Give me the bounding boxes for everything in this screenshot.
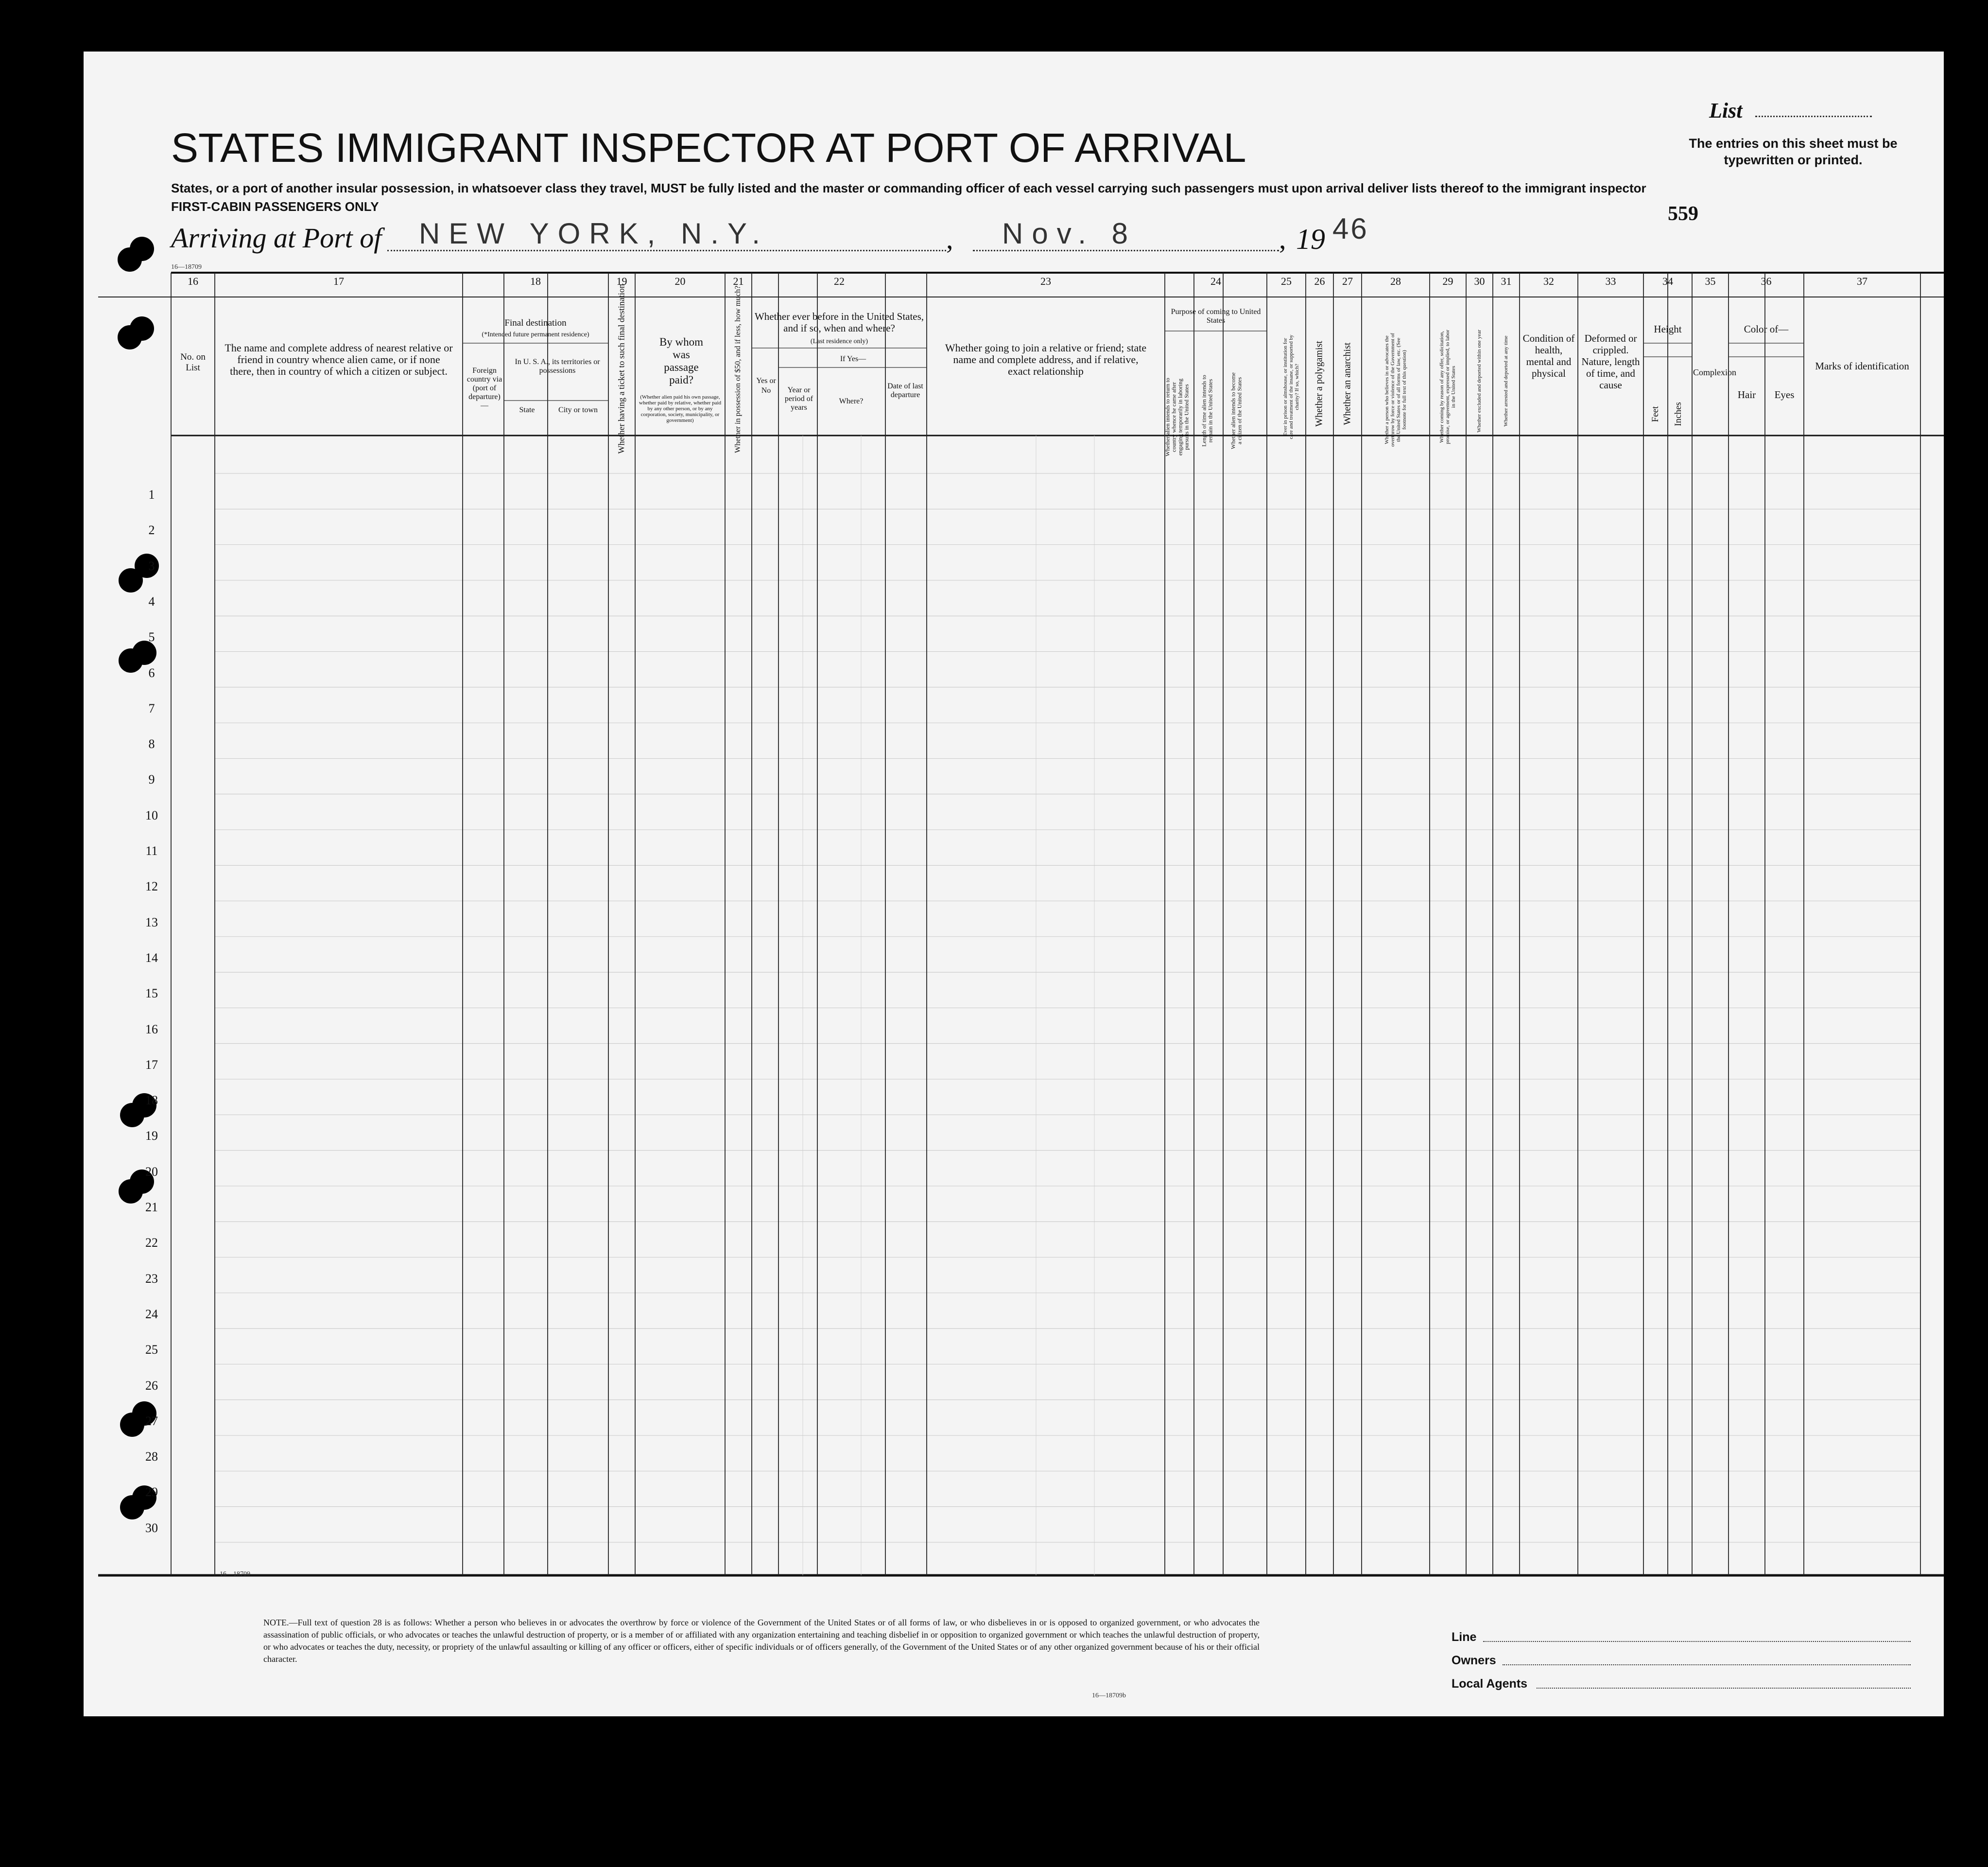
row-number: 26	[145, 1378, 158, 1393]
row-number: 4	[148, 594, 155, 609]
arriving-label: Arriving at Port of	[171, 222, 382, 254]
owners-field	[1503, 1664, 1911, 1665]
sheet-number: 559	[1668, 203, 1698, 225]
header-hair: Hair	[1737, 389, 1756, 401]
line-field	[1483, 1641, 1911, 1642]
header-overthrow: Whether a person who believes in or advocates the overthrow by force or violence of the Government of the United States or of all forms of law, etc. (See footnote for full text of this question)	[1384, 333, 1407, 447]
header-passage-paid-sub: (Whether alien paid his own passage, whether paid by relative, whether paid by any other person, or by any corporation, society, municipality, or government)	[639, 394, 722, 423]
row-number: 17	[145, 1057, 158, 1072]
header-date-last-departure: Date of last departure	[887, 382, 923, 399]
header-if-yes: If Yes—	[840, 355, 866, 363]
header-possession-50: Whether in possession of $50, and if less, how much?	[734, 285, 742, 453]
header-purpose-return: Whether alien intends to return to country whence he came after engaging temporarily in laboring pursuits in the United States	[1164, 378, 1190, 456]
port-handwritten: NEW YORK, N.Y.	[419, 217, 769, 250]
header-year-period: Year or period of years	[784, 386, 813, 412]
row-number: 6	[148, 665, 155, 680]
header-yes-no: Yes or No	[756, 377, 776, 395]
row-number: 11	[145, 844, 158, 858]
line-label: Line	[1452, 1630, 1477, 1644]
header-eyes: Eyes	[1774, 389, 1795, 401]
header-nearest-relative: The name and complete address of nearest relative or friend in country whence alien came, or if none there, then in country of which a citizen or subject.	[225, 342, 453, 377]
row-number: 5	[148, 630, 155, 645]
colnum-34: 34	[1662, 275, 1673, 287]
header-foreign-country: Foreign country via (port of departure)—	[467, 366, 502, 410]
colnum-36: 36	[1761, 275, 1772, 287]
row-number: 16	[145, 1022, 158, 1036]
header-feet: Feet	[1650, 406, 1660, 422]
row-number: 1	[148, 488, 155, 502]
form-number-bottom: 16—18709	[220, 1570, 250, 1578]
list-number-field	[1755, 116, 1872, 117]
row-number: 14	[145, 950, 158, 965]
header-purpose: Purpose of coming to United States	[1171, 308, 1261, 325]
header-excluded: Whether excluded and deported within one year	[1476, 330, 1482, 433]
local-agents-field	[1537, 1688, 1911, 1689]
question-28-note: NOTE.—Full text of question 28 is as follows: Whether a person who believes in or advocates the overthrow by force or violence of the Government of the United States or of all forms of law, or who disbelieves in or is opposed to organized government, or who advocates the assassination of public officials, or who advocates or teaches the unlawful destruction of property, or is a member of or affiliated with any organization entertaining and teaching disbelief in or opposition to organized government or which teaches the unlawful destruction of property, or who advocates or teaches the duty, necessity, or propriety of the unlawful assaulting or killing of any officer or officers, either of specific individuals or of officers generally, of the Government of the United States or of any other organized government because of his or their official character.	[263, 1618, 1260, 1664]
form-instructions	[171, 179, 1677, 216]
form-number: 16—18709	[171, 263, 202, 271]
colnum-26: 26	[1314, 275, 1325, 287]
colnum-16: 16	[188, 275, 198, 287]
header-in-usa: In U. S. A., its territories or possessions	[515, 358, 600, 375]
list-label: List	[1709, 99, 1743, 122]
owners-label: Owners	[1452, 1654, 1496, 1667]
header-where: Where?	[839, 397, 864, 405]
header-color-of: Color of—	[1744, 323, 1789, 335]
comma: ,	[946, 223, 953, 255]
header-inches: Inches	[1673, 402, 1683, 426]
colnum-21: 21	[733, 275, 744, 287]
header-deformed: Deformed or crippled. Nature, length of time, and cause	[1581, 332, 1640, 391]
row-number: 24	[145, 1307, 158, 1321]
date-handwritten: Nov. 8	[1002, 217, 1137, 250]
header-state: State	[519, 406, 535, 414]
colnum-27: 27	[1342, 275, 1353, 287]
header-going-to-join: Whether going to join a relative or friend; state name and complete address, and if relative, exact relationship	[945, 342, 1147, 377]
header-city: City or town	[558, 406, 598, 414]
row-number: 28	[145, 1449, 158, 1464]
colnum-23: 23	[1040, 275, 1051, 287]
colnum-17: 17	[333, 275, 344, 287]
header-marks-identification: Marks of identification	[1815, 360, 1909, 372]
colnum-35: 35	[1705, 275, 1716, 287]
header-final-destination-sub: (*Intended future permanent residence)	[482, 331, 589, 338]
header-no-on-list: No. on List	[180, 352, 206, 373]
row-number: 18	[145, 1093, 158, 1108]
header-complexion: Complexion	[1693, 367, 1736, 377]
row-number: 13	[145, 915, 158, 929]
colnum-31: 31	[1501, 275, 1512, 287]
colnum-33: 33	[1605, 275, 1616, 287]
row-number: 20	[145, 1164, 158, 1179]
row-number: 2	[148, 523, 155, 538]
header-arrested: Whether arrested and deported at any time	[1503, 335, 1509, 427]
header-prison: Ever in prison or almshouse, or institution for care and treatment of the insane, or supported by charity? If so, which?	[1282, 334, 1300, 439]
form-title: STATES IMMIGRANT INSPECTOR AT PORT OF ARRIVAL	[171, 125, 1246, 171]
header-last-residence: (Last residence only)	[810, 338, 868, 345]
row-number: 7	[148, 701, 155, 715]
header-purpose-citizen: Whether alien intends to become a citizen of the United States	[1229, 372, 1243, 449]
header-height: Height	[1654, 323, 1682, 335]
row-number: 8	[148, 737, 155, 751]
note-form-number: 16—18709b	[1092, 1692, 1126, 1699]
instructions-line-2: FIRST-CABIN PASSENGERS ONLY	[171, 199, 379, 214]
row-number: 22	[145, 1236, 158, 1250]
colnum-24: 24	[1210, 275, 1221, 287]
colnum-25: 25	[1281, 275, 1292, 287]
row-number: 10	[145, 808, 158, 822]
colnum-22: 22	[834, 275, 845, 287]
colnum-30: 30	[1474, 275, 1485, 287]
colnum-37: 37	[1857, 275, 1867, 287]
row-number: 19	[145, 1129, 158, 1143]
colnum-18: 18	[530, 275, 541, 287]
row-number: 23	[145, 1271, 158, 1286]
colnum-32: 32	[1543, 275, 1554, 287]
year-printed: 19	[1296, 223, 1325, 255]
header-health: Condition of health, mental and physical	[1522, 332, 1575, 379]
row-number: 9	[148, 772, 155, 787]
header-ticket: Whether having a ticket to such final destination	[616, 284, 626, 454]
comma: ,	[1279, 223, 1286, 255]
header-labor-offer: Whether coming by reason of any offer, solicitation, promise, or agreement, expressed or implied, to labor in the United States	[1439, 330, 1456, 444]
header-polygamist: Whether a polygamist	[1314, 341, 1325, 427]
row-number: 12	[145, 879, 158, 894]
table-grid	[84, 52, 1944, 1716]
header-ever-before: Whether ever before in the United States, and if so, when and where?	[754, 311, 924, 334]
punch-hole	[118, 247, 142, 272]
row-number: 29	[145, 1485, 158, 1500]
colnum-19: 19	[616, 275, 627, 287]
header-final-destination: Final destination	[504, 318, 567, 328]
header-anarchist: Whether an anarchist	[1342, 342, 1353, 425]
local-agents-label: Local Agents	[1452, 1677, 1528, 1691]
colnum-20: 20	[674, 275, 686, 287]
punch-hole	[118, 325, 142, 349]
row-number: 30	[145, 1520, 158, 1535]
row-number: 21	[145, 1200, 158, 1214]
year-handwritten: 46	[1332, 212, 1369, 245]
row-number: 3	[148, 558, 155, 573]
typewritten-note: The entries on this sheet must be typewritten or printed.	[1689, 136, 1898, 167]
colnum-29: 29	[1442, 275, 1453, 287]
row-number: 27	[145, 1413, 158, 1428]
header-passage-paid: By whom was passage paid?	[659, 336, 704, 386]
colnum-28: 28	[1390, 275, 1401, 287]
header-purpose-length: Length of time alien intends to remain in the United States	[1200, 375, 1214, 447]
manifest-sheet	[84, 52, 1944, 1716]
row-number: 15	[145, 986, 158, 1001]
row-number: 25	[145, 1343, 158, 1357]
instructions-line-1: States, or a port of another insular possession, in whatsoever class they travel, MUST be fully listed and the master or commanding officer of each vessel carrying such passengers must upon arrival deliver lists thereof to the immigrant inspector	[171, 181, 1646, 195]
